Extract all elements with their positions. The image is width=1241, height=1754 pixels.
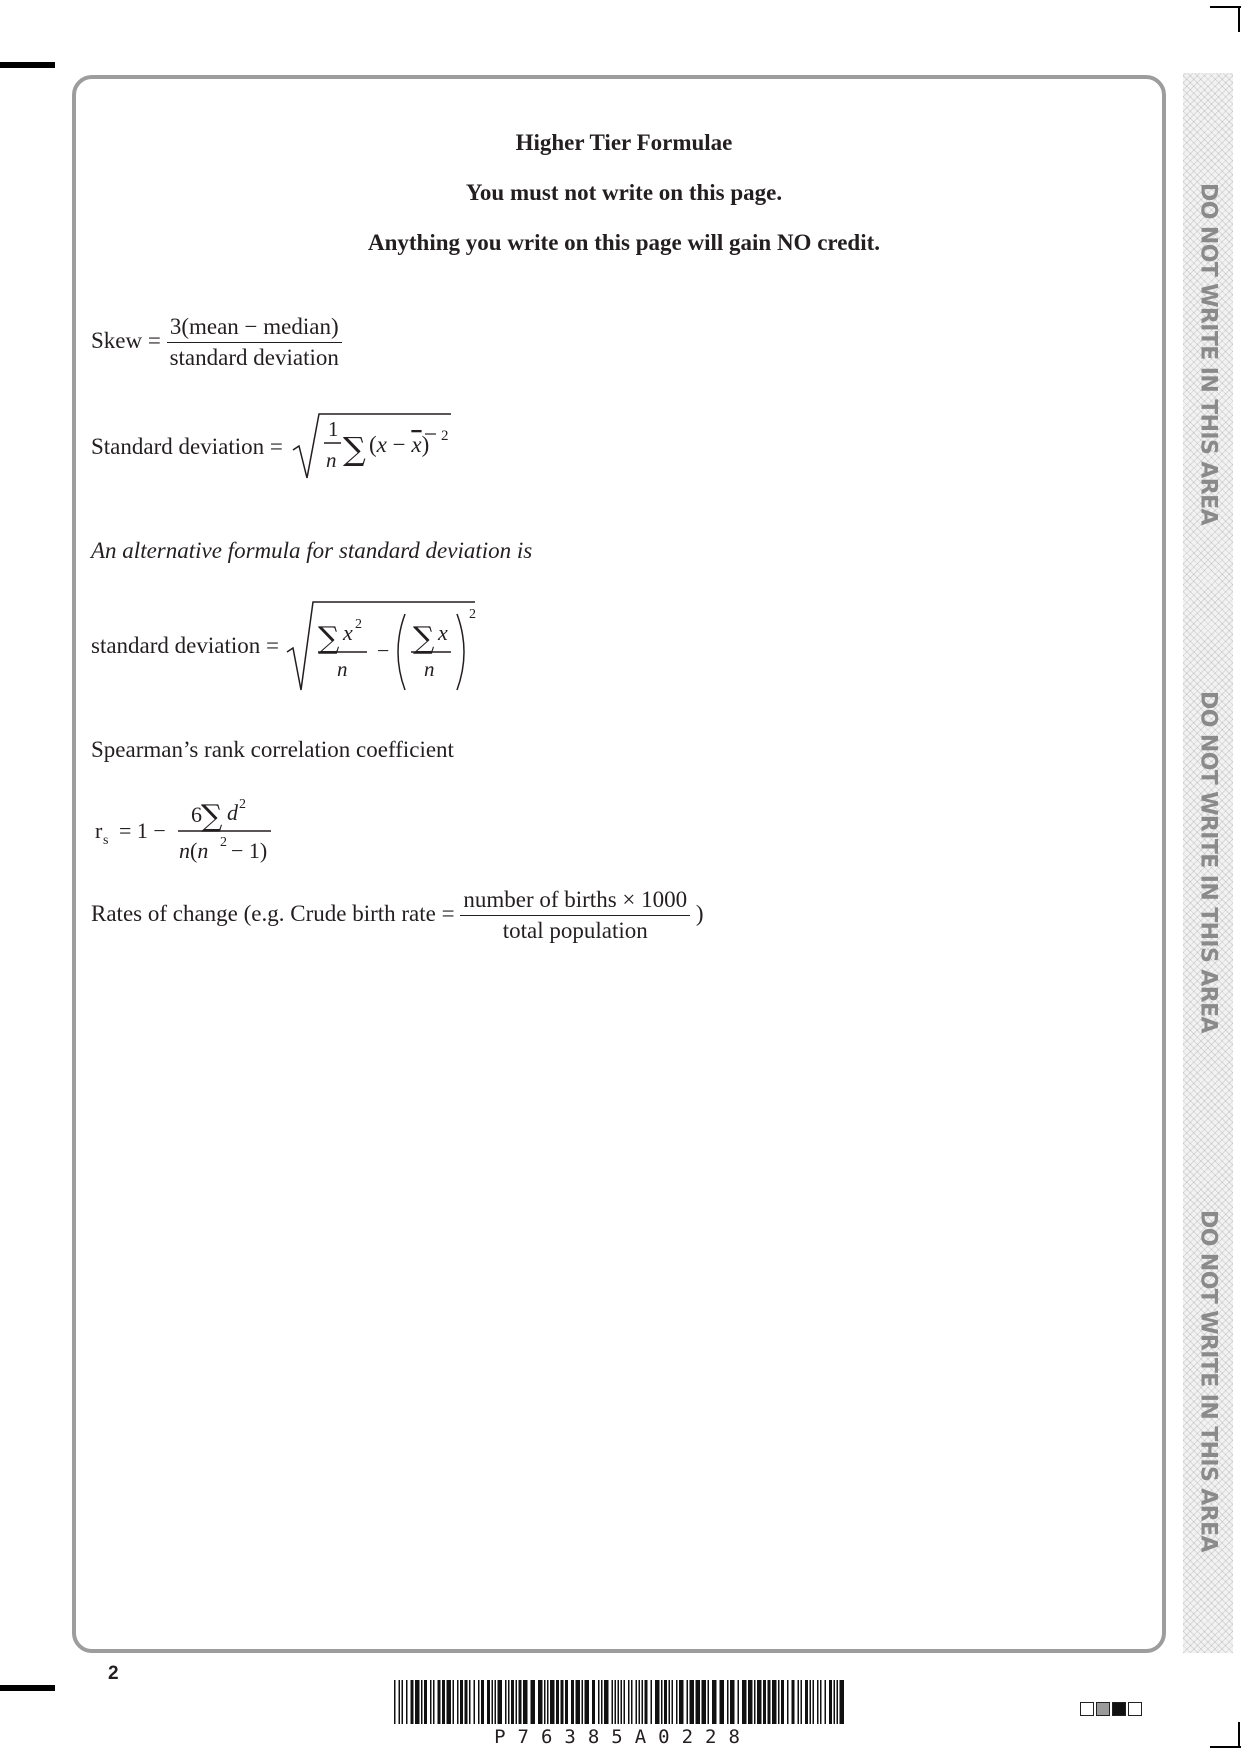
svg-text:= 1 −: = 1 −: [119, 818, 166, 843]
sd-alt-formula: [91, 600, 485, 692]
alt-sd-note: An alternative formula for standard deviation is: [91, 538, 533, 563]
instruction-line-2: Anything you write on this page will gain NO credit.: [368, 230, 880, 255]
svg-text:− 1): − 1): [231, 838, 268, 863]
rates-numerator: number of births × 1000: [460, 887, 690, 916]
svg-text:n: n: [336, 657, 348, 681]
spearman-formula: [91, 790, 281, 876]
print-marker-squares: [1080, 1702, 1142, 1716]
svg-text:∑: ∑: [317, 621, 340, 656]
skew-fraction: [167, 314, 342, 371]
rates-fraction: [460, 887, 690, 944]
svg-text:d: d: [227, 800, 238, 825]
crop-mark-bottom-right-v: [1238, 1722, 1240, 1748]
svg-text:x: x: [342, 620, 353, 645]
sd-alt-label: standard deviation =: [91, 633, 279, 658]
rates-label: Rates of change (e.g. Crude birth rate =: [91, 900, 455, 926]
svg-text:∑: ∑: [342, 430, 366, 468]
skew-numerator: 3(mean − median): [167, 314, 342, 343]
svg-text:2: 2: [468, 607, 476, 622]
margin-warning-bottom: DO NOT WRITE IN THIS AREA: [1195, 1210, 1221, 1552]
crop-mark-top-right-v: [1238, 6, 1240, 32]
svg-text:n(n: n(n: [179, 838, 209, 863]
margin-warning-middle: DO NOT WRITE IN THIS AREA: [1195, 691, 1221, 1033]
marker-square-grey: [1096, 1702, 1110, 1716]
margin-warning-top: DO NOT WRITE IN THIS AREA: [1195, 183, 1221, 525]
skew-denominator: standard deviation: [169, 345, 339, 370]
crop-mark-top-right-h: [1210, 6, 1241, 8]
svg-text:2: 2: [354, 617, 362, 632]
svg-text:r: r: [95, 818, 103, 843]
sd-formula: [91, 412, 461, 482]
svg-text:s: s: [103, 833, 109, 848]
instruction-line-1: You must not write on this page.: [465, 180, 783, 205]
svg-text:6: 6: [191, 802, 202, 827]
sd-label: Standard deviation =: [91, 434, 283, 459]
marker-square-empty: [1080, 1702, 1094, 1716]
marker-square-black: [1112, 1702, 1126, 1716]
rates-close-paren: ): [695, 900, 704, 926]
spearman-label: Spearman’s rank correlation coefficient: [91, 737, 454, 762]
svg-text:−: −: [376, 638, 390, 663]
svg-text:x: x: [437, 620, 448, 645]
registration-mark-top-left: [0, 62, 55, 68]
svg-text:2: 2: [239, 797, 246, 812]
sd-alt-expression: [285, 600, 485, 692]
crop-mark-bottom-right-h: [1210, 1746, 1241, 1748]
skew-label: Skew =: [91, 327, 161, 353]
spearman-expression: [91, 790, 281, 870]
svg-text:2: 2: [220, 835, 227, 850]
page-title: Higher Tier Formulae: [515, 130, 733, 155]
svg-text:∑: ∑: [412, 621, 435, 656]
barcode: [394, 1680, 846, 1724]
barcode-text: P76385A0228: [494, 1726, 752, 1748]
rates-formula: [91, 887, 704, 944]
svg-text:(x − x): (x − x): [368, 432, 430, 457]
svg-text:∑: ∑: [201, 799, 223, 834]
svg-text:n: n: [423, 657, 435, 681]
page-number: 2: [108, 1663, 119, 1684]
skew-formula: [91, 314, 342, 371]
rates-denominator: total population: [502, 918, 648, 943]
sd-expression: [291, 412, 461, 482]
svg-text:n: n: [325, 448, 337, 472]
registration-mark-bottom-left: [0, 1685, 55, 1691]
marker-square-empty: [1128, 1702, 1142, 1716]
svg-text:1: 1: [327, 417, 339, 441]
svg-text:2: 2: [440, 428, 449, 444]
